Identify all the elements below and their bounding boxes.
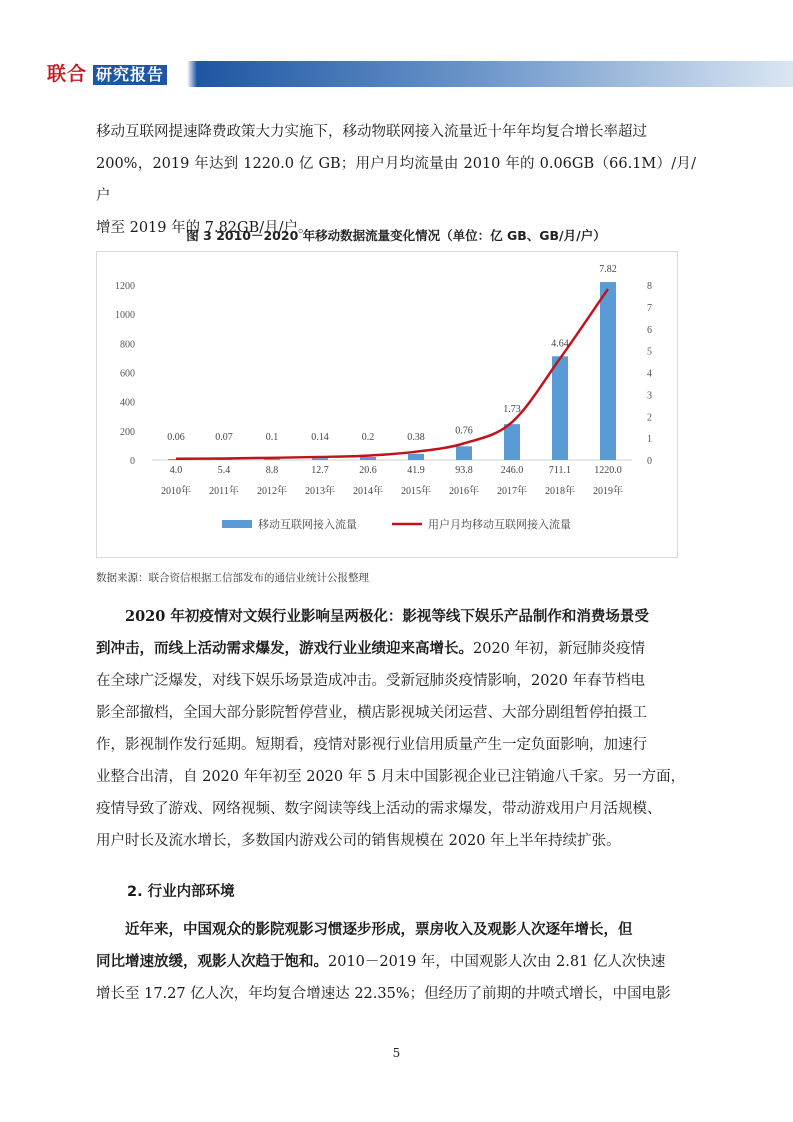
- line-value-label: 0.76: [455, 425, 473, 437]
- line-value-label: 0.2: [361, 432, 375, 443]
- line-value-label: 0.1: [265, 432, 279, 443]
- bar-value-label: 4.0: [169, 465, 183, 476]
- report-type-badge: 研究报告: [92, 64, 168, 86]
- per-user-traffic-line: [176, 289, 608, 459]
- para2-line-5: 作，影视制作发行延期。短期看，疫情对影视行业信用质量产生一定负面影响，加速行: [96, 737, 647, 753]
- traffic-bar: [504, 424, 520, 460]
- category-label: 2010年: [161, 486, 191, 497]
- bar-value-label: 246.0: [500, 465, 524, 476]
- para2-line-4: 影全部撤档，全国大部分影院暂停营业，横店影视城关闭运营、大部分剧组暂停拍摄工: [96, 705, 647, 721]
- para3-bold-2: 同比增速放缓，观影人次趋于饱和。: [96, 953, 328, 970]
- left-axis-tick-label: 0: [130, 456, 135, 467]
- legend-line-label: 用户月均移动互联网接入流量: [428, 519, 571, 531]
- left-axis-tick-label: 200: [120, 426, 135, 438]
- para2-line-3: 在全球广泛爆发，对线下娱乐场景造成冲击。受新冠肺炎疫情影响，2020 年春节档电: [96, 673, 646, 689]
- traffic-chart: [97, 252, 677, 557]
- right-axis-tick-label: 7: [647, 302, 652, 314]
- epidemic-impact-paragraph: [96, 601, 696, 857]
- para2-line-1: [96, 601, 696, 633]
- para3-line-2: [96, 946, 696, 978]
- category-label: 2014年: [353, 486, 383, 497]
- category-label: 2013年: [305, 486, 335, 497]
- para2-line-6: 业整合出清，自 2020 年年初至 2020 年 5 月末中国影视企业已注销逾八千家。另一方面，: [96, 769, 686, 785]
- line-value-label: 7.82: [599, 264, 617, 276]
- para3-text-2: 2010－2019 年，中国观影人次由 2.81 亿人次快速: [328, 954, 666, 970]
- bar-value-label: 41.9: [407, 465, 425, 476]
- line-value-label: 1.73: [503, 404, 521, 416]
- bar-value-label: 711.1: [548, 465, 572, 476]
- category-label: 2016年: [449, 486, 479, 497]
- intro-line-3: 增至 2019 年的 7.82GB/月/户。: [96, 220, 313, 236]
- line-value-label: 0.38: [407, 432, 425, 443]
- traffic-bar: [456, 446, 472, 460]
- category-label: 2018年: [545, 486, 575, 497]
- line-value-label: 0.07: [215, 432, 233, 443]
- right-axis-tick-label: 2: [647, 412, 652, 424]
- traffic-bar: [408, 454, 424, 460]
- data-source-note: 数据来源：联合资信根据工信部发布的通信业统计公报整理: [96, 572, 369, 584]
- legend-bar-swatch: [222, 520, 252, 528]
- line-value-label: 0.06: [167, 432, 185, 443]
- para3-line-3: 增长至 17.27 亿人次，年均复合增速达 22.35%；但经历了前期的井喷式增长，中国电影: [96, 986, 671, 1002]
- bar-value-label: 5.4: [217, 465, 231, 476]
- category-label: 2015年: [401, 486, 431, 497]
- traffic-bar: [600, 282, 616, 460]
- right-axis-tick-label: 4: [647, 368, 652, 380]
- para2-line-8: 用户时长及流水增长，多数国内游戏公司的销售规模在 2020 年上半年持续扩张。: [96, 833, 621, 849]
- para2-bold-2: 到冲击，而线上活动需求爆发，游戏行业业绩迎来高增长。: [96, 640, 473, 657]
- category-label: 2012年: [257, 486, 287, 497]
- left-axis-tick-label: 800: [120, 339, 135, 351]
- bar-value-label: 93.8: [455, 465, 473, 476]
- logo-text: 联合: [47, 63, 88, 85]
- bar-value-label: 12.7: [311, 465, 329, 476]
- left-axis-tick-label: 400: [120, 397, 135, 409]
- category-labels: [161, 484, 623, 497]
- intro-line-1: 移动互联网提速降费政策大力实施下，移动物联网接入流量近十年年均复合增长率超过: [96, 124, 647, 140]
- left-axis-tick-label: 1000: [115, 310, 135, 322]
- cinema-paragraph: [96, 914, 696, 1010]
- category-label: 2017年: [497, 486, 527, 497]
- traffic-bar: [360, 457, 376, 460]
- line-value-label: 0.14: [311, 432, 329, 443]
- bar-value-labels: [170, 465, 622, 476]
- page-number: 5: [392, 1046, 401, 1060]
- left-axis-tick-label: 1200: [115, 281, 135, 292]
- chart-frame: [96, 251, 678, 558]
- figure-caption: 图 3 2010－2020 年移动数据流量变化情况（单位：亿 GB、GB/月/户）: [186, 228, 606, 243]
- para2-line-7: 疫情导致了游戏、网络视频、数字阅读等线上活动的需求爆发，带动游戏用户月活规模、: [96, 801, 662, 817]
- traffic-bar: [552, 356, 568, 460]
- left-axis-tick-label: 600: [120, 368, 135, 380]
- right-axis-tick-label: 5: [647, 346, 652, 358]
- right-axis-tick-label: 0: [647, 456, 652, 467]
- right-axis-tick-label: 1: [647, 434, 652, 446]
- section-heading: 2. 行业内部环境: [127, 884, 235, 900]
- para2-line-2: [96, 633, 696, 665]
- traffic-bar: [312, 458, 328, 460]
- bar-value-label: 20.6: [359, 465, 377, 476]
- category-label: 2019年: [593, 486, 623, 497]
- right-axis-ticks: [647, 281, 652, 467]
- para2-bold-1: 2020 年初疫情对文娱行业影响呈两极化：影视等线下娱乐产品制作和消费场景受: [125, 608, 649, 625]
- line-value-labels: [167, 264, 617, 443]
- category-label: 2011年: [209, 486, 239, 497]
- intro-line-2: 200%，2019 年达到 1220.0 亿 GB；用户月均流量由 2010 年的 0.06GB（66.1M）/月/户: [96, 156, 696, 204]
- bar-series: [168, 282, 616, 460]
- para3-bold-1: 近年来，中国观众的影院观影习惯逐步形成，票房收入及观影人次逐年增长，但: [125, 921, 633, 938]
- bar-value-label: 8.8: [265, 465, 279, 476]
- line-value-label: 4.64: [551, 338, 569, 350]
- legend-bar-label: 移动互联网接入流量: [258, 519, 357, 531]
- para2-text-2: 2020 年初，新冠肺炎疫情: [473, 641, 646, 657]
- left-axis-ticks: [115, 281, 135, 467]
- right-axis-tick-label: 3: [647, 390, 652, 402]
- bar-value-label: 1220.0: [594, 465, 622, 476]
- intro-paragraph: [96, 116, 696, 244]
- para3-line-1: [96, 914, 696, 946]
- right-axis-tick-label: 8: [647, 281, 652, 292]
- right-axis-tick-label: 6: [647, 324, 652, 336]
